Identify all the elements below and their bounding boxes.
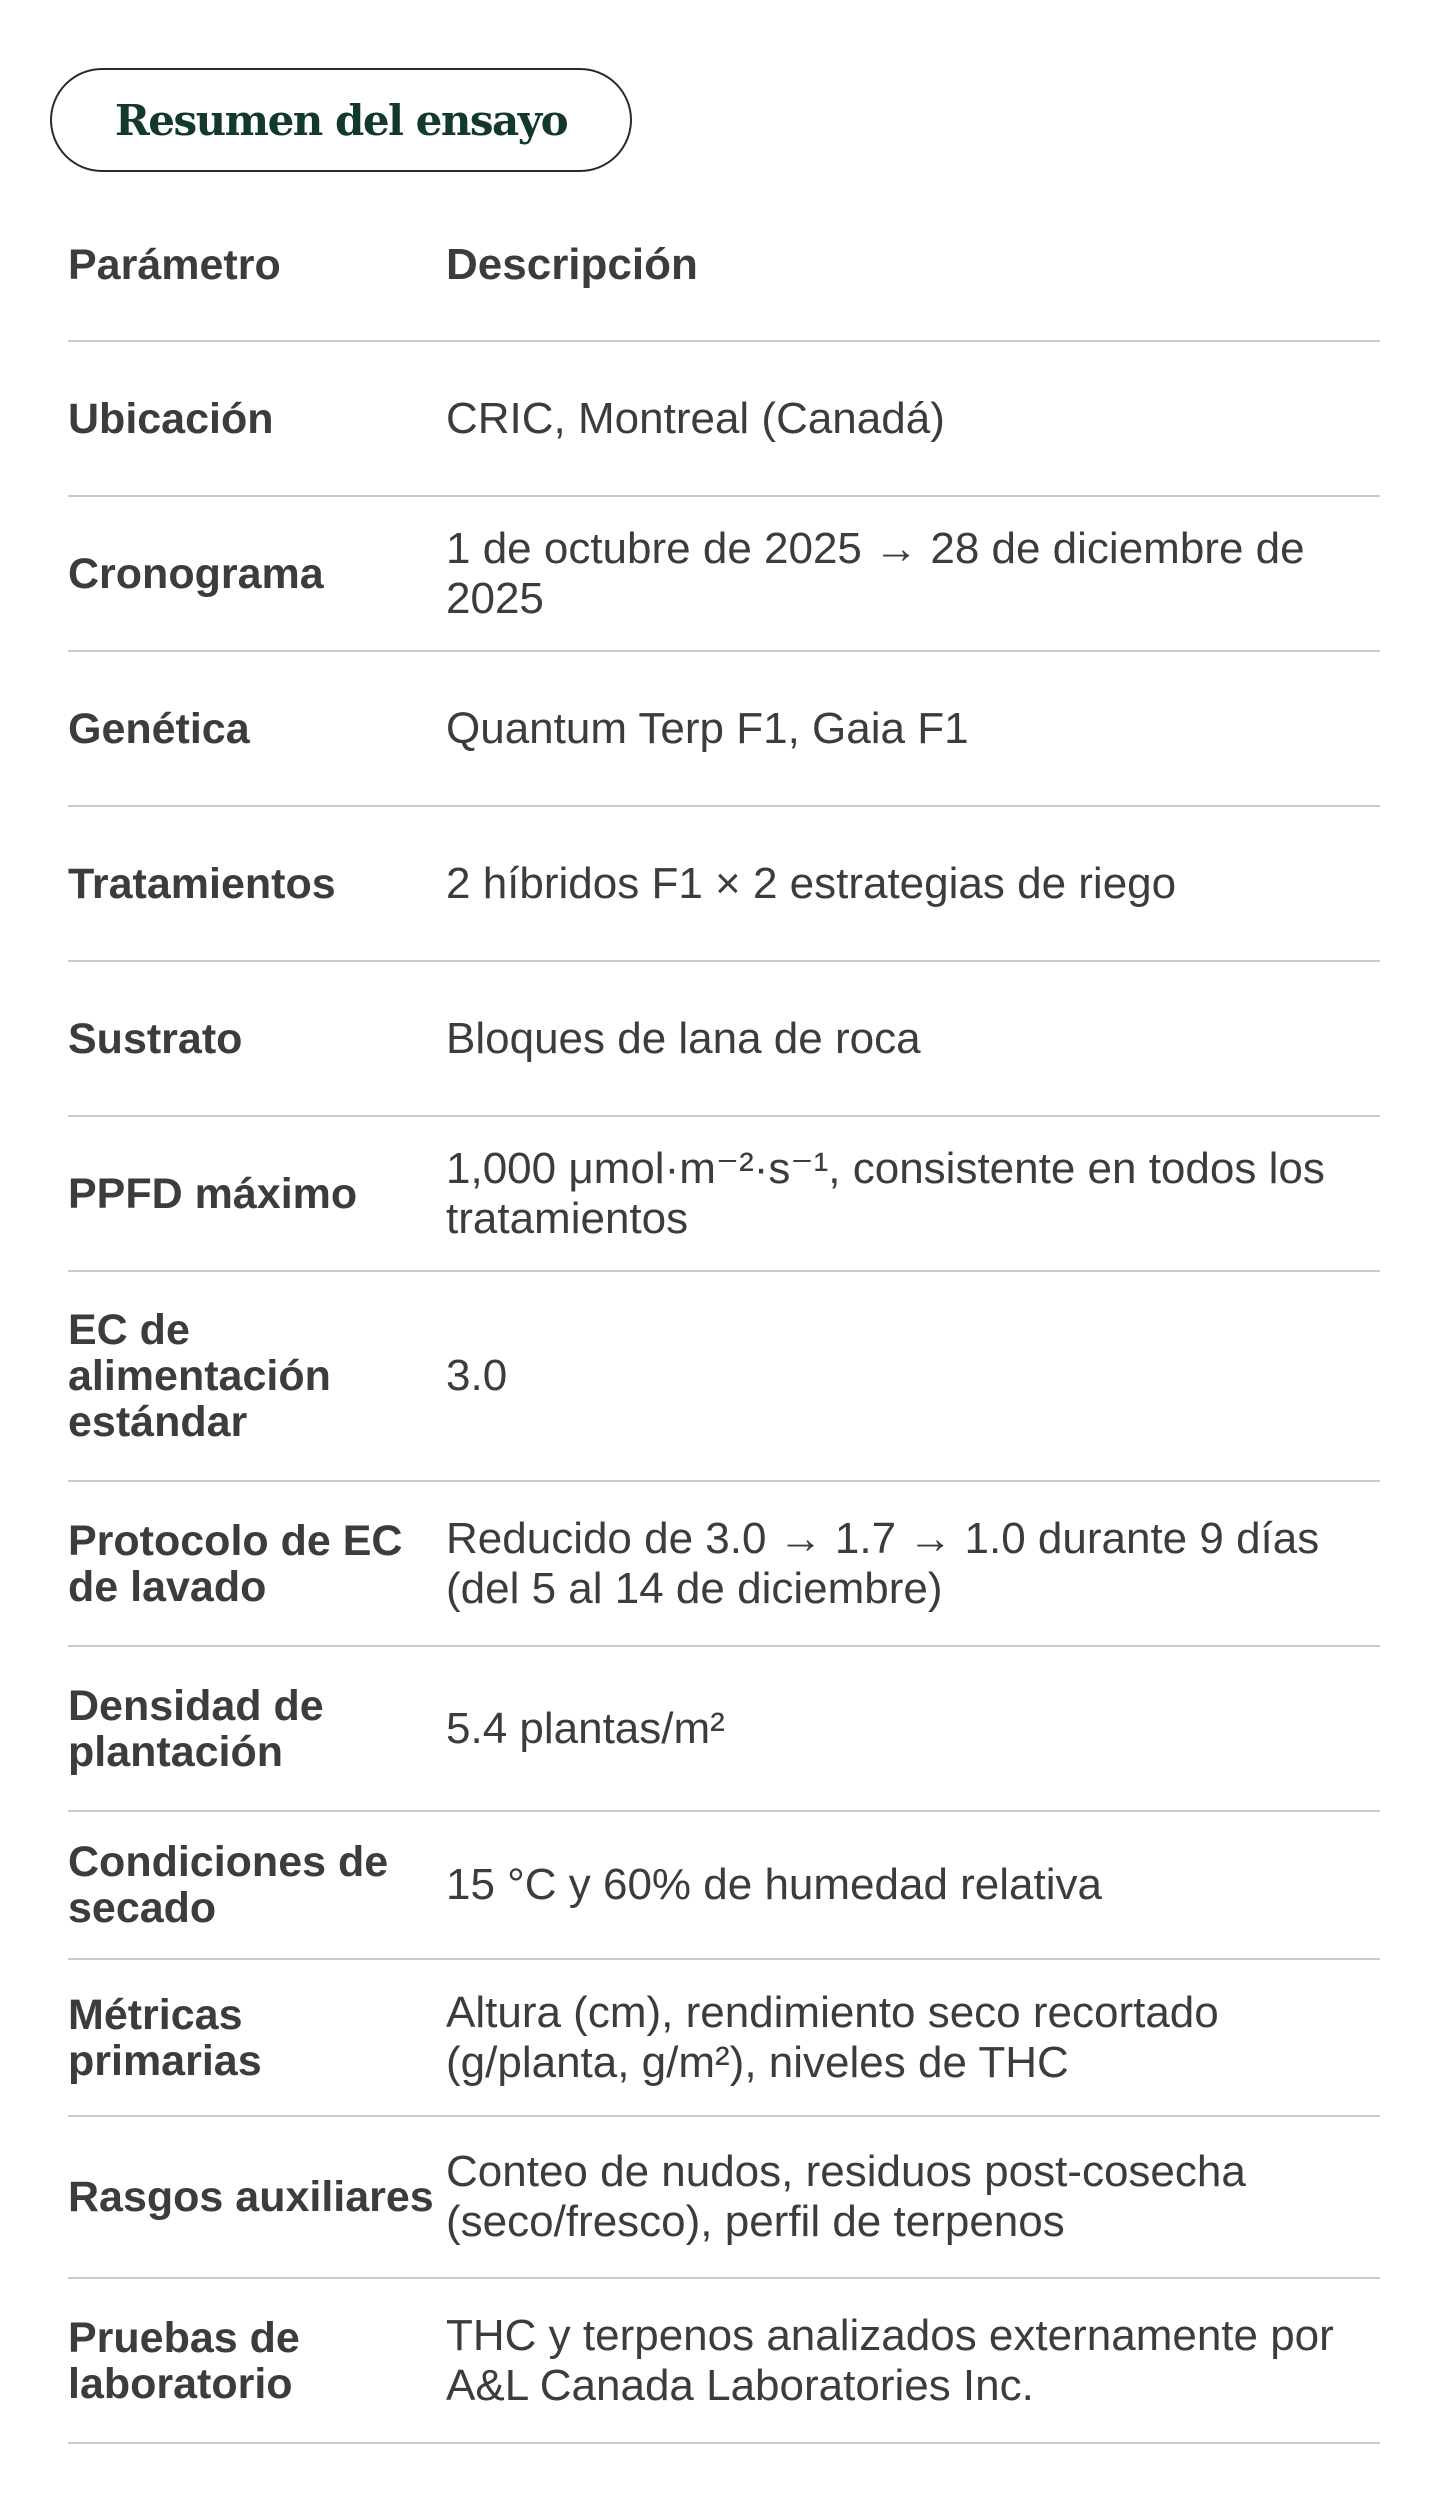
header-parameter: Parámetro bbox=[68, 241, 281, 289]
table-row bbox=[68, 1647, 1380, 1812]
table-row bbox=[68, 1117, 1380, 1272]
row-parameter: Tratamientos bbox=[68, 859, 336, 908]
row-parameter: Genética bbox=[68, 704, 250, 753]
row-description: THC y terpenos analizados externamente por A&L Canada Laboratories Inc. bbox=[446, 2310, 1334, 2410]
trial-summary-table bbox=[68, 190, 1380, 2444]
row-description: CRIC, Montreal (Canadá) bbox=[446, 393, 945, 443]
row-description: Bloques de lana de roca bbox=[446, 1013, 921, 1063]
row-parameter: Sustrato bbox=[68, 1014, 243, 1063]
table-row bbox=[68, 1272, 1380, 1482]
row-description: 15 °C y 60% de humedad relativa bbox=[446, 1860, 1102, 1909]
row-parameter: Pruebas de laboratorio bbox=[68, 2313, 300, 2408]
row-parameter: Rasgos auxiliares bbox=[68, 2173, 434, 2221]
header-description: Descripción bbox=[446, 240, 698, 289]
row-description: 3.0 bbox=[446, 1351, 508, 1400]
row-parameter: Protocolo de EC de lavado bbox=[68, 1516, 403, 1611]
row-description: 5.4 plantas/m² bbox=[446, 1703, 725, 1753]
row-parameter: PPFD máximo bbox=[68, 1169, 358, 1218]
row-parameter: Cronograma bbox=[68, 549, 324, 598]
table-row bbox=[68, 1812, 1380, 1960]
row-parameter: Métricas primarias bbox=[68, 1990, 262, 2085]
table-row bbox=[68, 1482, 1380, 1647]
title-badge bbox=[50, 68, 632, 172]
table-header-row bbox=[68, 190, 1380, 342]
row-description: Conteo de nudos, residuos post-cosecha (seco/fresco), perfil de terpenos bbox=[446, 2147, 1246, 2246]
row-parameter: Densidad de plantación bbox=[68, 1681, 324, 1776]
row-description: Reducido de 3.0 → 1.7 → 1.0 durante 9 días (del 5 al 14 de diciembre) bbox=[446, 1513, 1320, 1613]
row-parameter: EC de alimentación estándar bbox=[68, 1306, 331, 1446]
table-row bbox=[68, 2279, 1380, 2444]
row-description: Quantum Terp F1, Gaia F1 bbox=[446, 703, 969, 753]
row-parameter: Condiciones de secado bbox=[68, 1838, 389, 1932]
table-row bbox=[68, 962, 1380, 1117]
table-row bbox=[68, 342, 1380, 497]
row-description: 1 de octubre de 2025 → 28 de diciembre de 2025 bbox=[446, 523, 1305, 623]
row-description: 1,000 μmol·m⁻²·s⁻¹, consistente en todos los tratamientos bbox=[446, 1143, 1325, 1243]
table-row bbox=[68, 1960, 1380, 2117]
row-description: 2 híbridos F1 × 2 estrategias de riego bbox=[446, 858, 1177, 908]
table-row bbox=[68, 2117, 1380, 2279]
row-parameter: Ubicación bbox=[68, 394, 274, 443]
table-row bbox=[68, 807, 1380, 962]
table-row bbox=[68, 652, 1380, 807]
row-description: Altura (cm), rendimiento seco recortado (g/planta, g/m²), niveles de THC bbox=[446, 1987, 1219, 2087]
page-title: Resumen del ensayo bbox=[114, 95, 568, 145]
table-row bbox=[68, 497, 1380, 652]
